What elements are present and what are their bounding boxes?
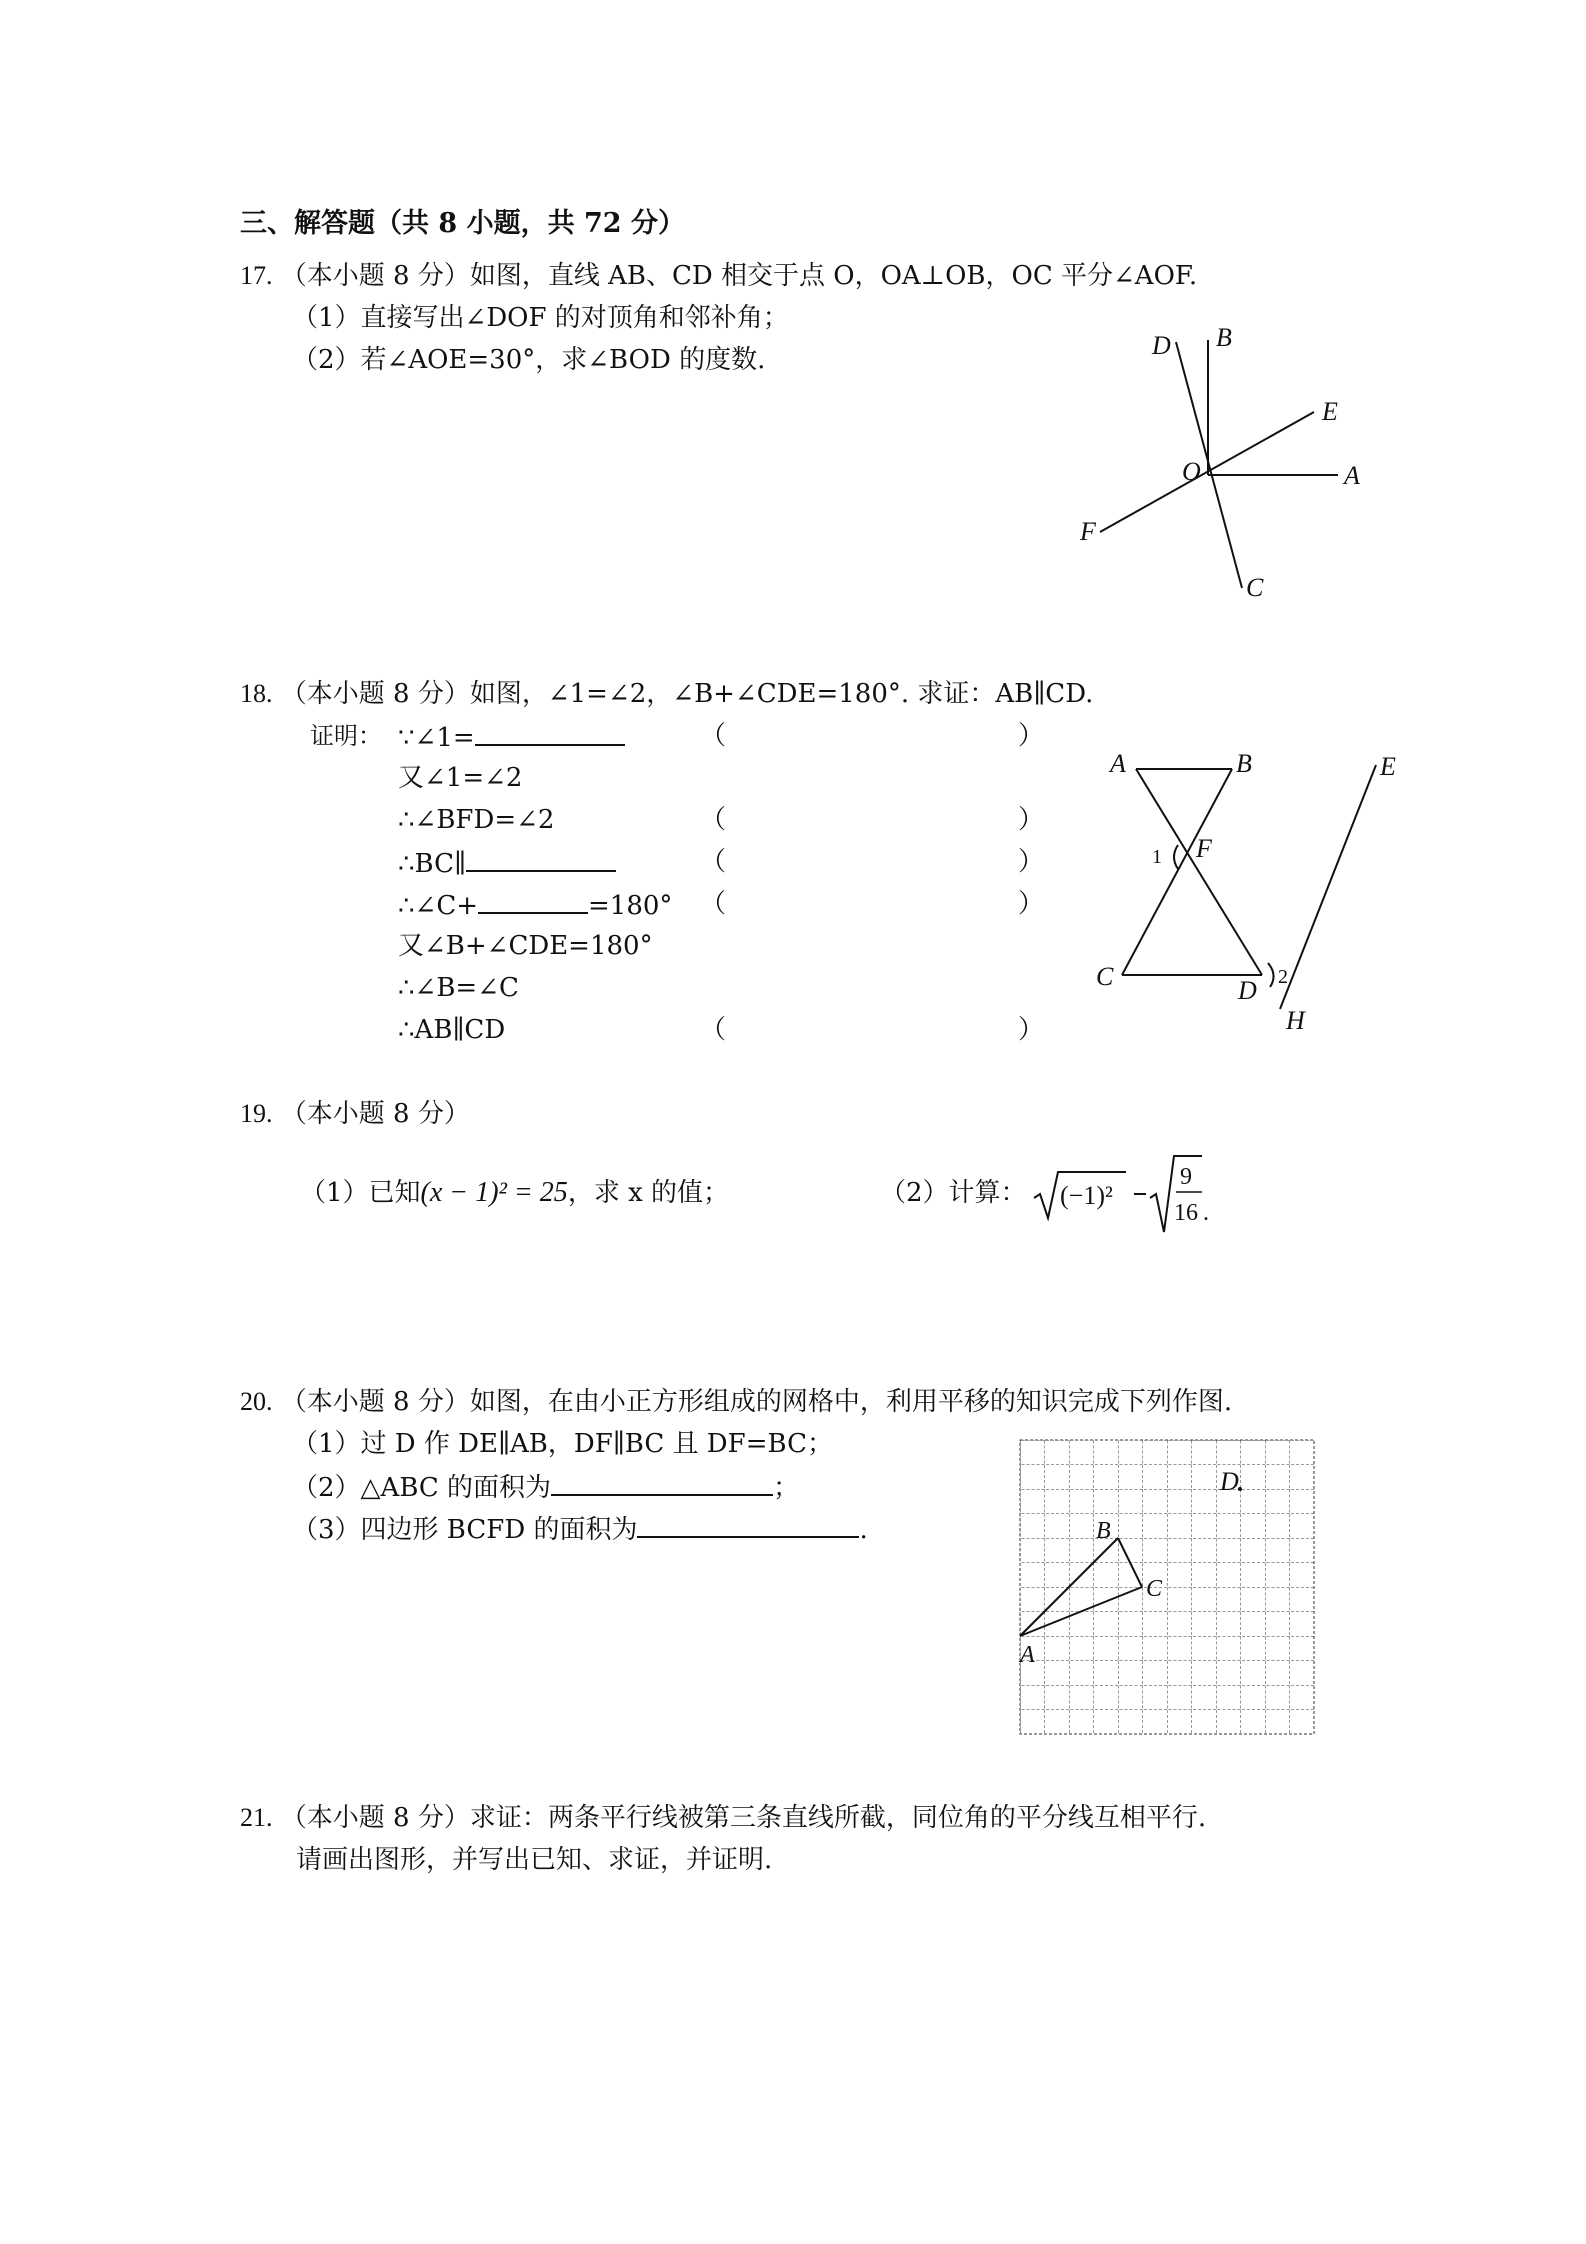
answer-blank[interactable] [466, 844, 616, 872]
label-d: D [1152, 331, 1171, 360]
reason-open[interactable]: （ [700, 721, 727, 751]
q17-figure [1080, 320, 1380, 610]
label-d: D [1238, 976, 1257, 1005]
q20-number: 20. [240, 1387, 273, 1416]
proof-step [398, 970, 519, 1006]
q19-part1 [300, 1175, 729, 1211]
q19-part2-prefix: （2）计算： [880, 1178, 1027, 1208]
q17-points: （本小题 8 分） [280, 261, 470, 291]
answer-blank[interactable] [637, 1510, 859, 1538]
q18-text: 如图，∠1=∠2，∠B+∠CDE=180°. 求证：AB∥CD. [469, 679, 1094, 709]
angle-1-arc [1174, 845, 1178, 869]
label-b: B [1096, 1518, 1111, 1544]
q19-sqrt-expression [1030, 1148, 1210, 1238]
step-text: ∵∠1= [398, 723, 475, 753]
q18-proof-label: 证明： [310, 722, 382, 750]
q20-part3 [292, 1510, 868, 1548]
proof-step [398, 802, 554, 838]
q20-text: 如图，在由小正方形组成的网格中，利用平移的知识完成下列作图. [469, 1387, 1233, 1417]
label-a: A [1110, 749, 1126, 778]
reason-close: ） [1018, 847, 1045, 877]
q21-points: （本小题 8 分） [280, 1803, 470, 1833]
label-c: C [1146, 1576, 1163, 1602]
q19-number: 19. [240, 1099, 273, 1128]
label-a: A [1344, 461, 1360, 490]
q20-part3-text: （3）四边形 BCFD 的面积为 [292, 1515, 638, 1545]
q18-stem [240, 676, 1093, 712]
proof-step [398, 886, 672, 924]
reason-open[interactable]: （ [700, 847, 727, 877]
period: . [1203, 1200, 1209, 1226]
proof-step [398, 718, 625, 756]
q20-part2-end: ； [773, 1473, 800, 1503]
proof-step [398, 928, 653, 964]
reason-close: ） [1018, 889, 1045, 919]
reason-close: ） [1018, 721, 1045, 751]
q18-number: 18. [240, 679, 273, 708]
q21-stem [240, 1800, 1206, 1836]
q20-part2 [292, 1468, 799, 1506]
section-heading: 三、解答题（共 8 小题，共 72 分） [240, 208, 685, 239]
proof-step [398, 1012, 505, 1048]
q20-part2-text: （2）△ABC 的面积为 [292, 1473, 552, 1503]
label-o: O [1182, 457, 1201, 486]
q18-points: （本小题 8 分） [280, 679, 470, 709]
q19-points: （本小题 8 分） [280, 1099, 470, 1129]
segment-bc [1122, 769, 1232, 975]
step-text: 又∠1=∠2 [398, 763, 523, 793]
label-d: D [1220, 1467, 1239, 1496]
q21-text2: 请画出图形，并写出已知、求证，并证明. [296, 1845, 773, 1875]
q19-part2 [880, 1175, 1027, 1211]
label-e: E [1322, 397, 1338, 426]
label-f: F [1196, 834, 1212, 863]
q21-text: 求证：两条平行线被第三条直线所截，同位角的平分线互相平行. [469, 1803, 1207, 1833]
answer-blank[interactable] [551, 1468, 773, 1496]
label-e: E [1380, 752, 1396, 781]
fraction-numerator: 9 [1180, 1164, 1192, 1190]
q17-stem [240, 258, 1197, 294]
step-text: ∴BC∥ [398, 849, 467, 879]
label-a: A [1020, 1642, 1035, 1668]
q20-points: （本小题 8 分） [280, 1387, 470, 1417]
label-c: C [1246, 573, 1264, 602]
step-suffix: =180° [588, 891, 673, 921]
grid [1020, 1440, 1314, 1734]
q20-grid-figure [1010, 1430, 1330, 1740]
radicand-1: (−1)² [1060, 1181, 1113, 1210]
reason-open[interactable]: （ [700, 1015, 727, 1045]
label-f: F [1080, 517, 1096, 546]
reason-open[interactable]: （ [700, 889, 727, 919]
q17-part1: （1）直接写出∠DOF 的对顶角和邻补角； [292, 303, 789, 333]
step-text: 又∠B+∠CDE=180° [398, 931, 653, 961]
q21-number: 21. [240, 1803, 273, 1832]
line-eh [1280, 765, 1376, 1009]
label-2: 2 [1278, 966, 1288, 988]
step-text: ∴∠BFD=∠2 [398, 805, 555, 835]
label-h: H [1286, 1006, 1305, 1035]
q19-stem [240, 1096, 470, 1132]
fraction-denominator: 16 [1174, 1200, 1198, 1226]
q19-part1-expression: (x − 1)² = 25 [420, 1177, 568, 1208]
q20-part1: （1）过 D 作 DE∥AB，DF∥BC 且 DF=BC； [292, 1429, 833, 1459]
q19-part1-prefix: （1）已知 [300, 1178, 421, 1208]
reason-close: ） [1018, 1015, 1045, 1045]
label-b: B [1236, 749, 1252, 778]
label-b: B [1216, 323, 1232, 352]
label-1: 1 [1152, 846, 1162, 868]
step-text: ∴∠B=∠C [398, 973, 519, 1003]
angle-2-arc [1268, 963, 1274, 987]
q20-stem [240, 1384, 1232, 1420]
q18-figure [1090, 745, 1420, 1045]
label-c: C [1096, 962, 1114, 991]
q17-number: 17. [240, 261, 273, 290]
q19-part1-suffix: ，求 x 的值； [567, 1178, 730, 1208]
proof-step [398, 844, 616, 882]
step-text: ∴∠C+ [398, 891, 479, 921]
step-text: ∴AB∥CD [398, 1015, 506, 1045]
reason-close: ） [1018, 805, 1045, 835]
q20-part3-end: . [859, 1515, 868, 1545]
proof-step [398, 760, 522, 796]
reason-open[interactable]: （ [700, 805, 727, 835]
segment-ad [1136, 769, 1262, 975]
q17-part2: （2）若∠AOE=30°，求∠BOD 的度数. [292, 345, 766, 375]
answer-blank[interactable] [475, 718, 625, 746]
answer-blank[interactable] [478, 886, 588, 914]
q17-text: 如图，直线 AB、CD 相交于点 O，OA⊥OB，OC 平分∠AOF. [469, 261, 1198, 291]
